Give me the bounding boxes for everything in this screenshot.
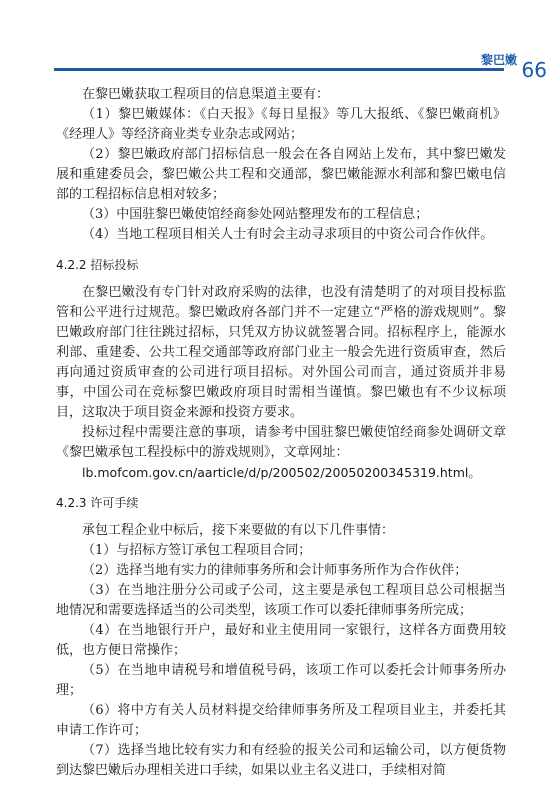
section-heading-permits: 4.2.3 许可手续: [56, 496, 139, 510]
page-number: 66: [521, 58, 547, 82]
section3-item-3: （3）在当地注册分公司或子公司，这主要是承包工程项目总公司根据当地情况和需要选择适当的公司类型，该项工作可以委托律师事务所完成；: [56, 583, 506, 618]
document-body: [56, 85, 506, 781]
section2-paragraph-1: 在黎巴嫩没有专门针对政府采购的法律，也没有清楚明了的对项目投标监管和公平进行过规范。黎巴嫩政府各部门并不一定建立“严格的游戏规则”。黎巴嫩政府部门往往跳过招标，只凭双方协议就签署合同。招标程序上，能源水利部、重建委、公共工程交通部等政府部门业主一般会先进行资质审查，然后再向通过资质审查的公司进行项目招标。对外国公司而言，通过资质并非易事，中国公司在竞标黎巴嫩政府项目时需相当谨慎。黎巴嫩也有不少议标项目，这取决于项目资金来源和投资方要求。: [56, 285, 506, 420]
section3-item-2: （2）选择当地有实力的律师事务所和会计师事务所作为合作伙伴；: [82, 563, 468, 578]
section2-paragraph-2: 投标过程中需要注意的事项，请参考中国驻黎巴嫩使馆经商参处调研文章《黎巴嫩承包工程投标中的游戏规则》，文章网址：: [56, 425, 506, 460]
section1-item-3: （3）中国驻黎巴嫩使馆经商参处网站整理发布的工程信息；: [82, 207, 429, 222]
header-country-label: 黎巴嫩: [480, 53, 517, 67]
header-rule: [54, 68, 504, 71]
section1-item-2: （2）黎巴嫩政府部门招标信息一般会在各自网站上发布，其中黎巴嫩发展和重建委员会，黎巴嫩公共工程和交通部，黎巴嫩能源水利部和黎巴嫩电信部的工程招标信息相对较多；: [56, 147, 506, 202]
section1-item-4: （4）当地工程项目相关人士有时会主动寻求项目的中资公司合作伙伴。: [82, 227, 494, 242]
section1-item-1: （1）黎巴嫩媒体：《白天报》《每日星报》等几大报纸、《黎巴嫩商机》《经理人》等经济商业类专业杂志或网站；: [56, 107, 506, 142]
section3-item-4: （4）在当地银行开户，最好和业主使用同一家银行，这样各方面费用较低，也方便日常操作；: [56, 623, 506, 658]
section3-item-5: （5）在当地申请税号和增值税号码，该项工作可以委托会计师事务所办理；: [56, 663, 506, 698]
section3-intro: 承包工程企业中标后，接下来要做的有以下几件事情：: [82, 523, 395, 538]
section-heading-bidding: 4.2.2 招标投标: [56, 258, 139, 272]
section3-item-7: （7）选择当地比较有实力和有经验的报关公司和运输公司，以方便货物到达黎巴嫩后办理相关进口手续，如果以业主名义进口，手续相对简: [56, 743, 506, 778]
article-url: lb.mofcom.gov.cn/aarticle/d/p/200502/20050200345319.html。: [82, 465, 481, 480]
section3-item-1: （1）与招标方签订承包工程项目合同；: [82, 543, 312, 558]
section1-intro: 在黎巴嫩获取工程项目的信息渠道主要有：: [82, 87, 330, 102]
section3-item-6: （6）将中方有关人员材料提交给律师事务所及工程项目业主，并委托其申请工作许可；: [56, 703, 506, 738]
